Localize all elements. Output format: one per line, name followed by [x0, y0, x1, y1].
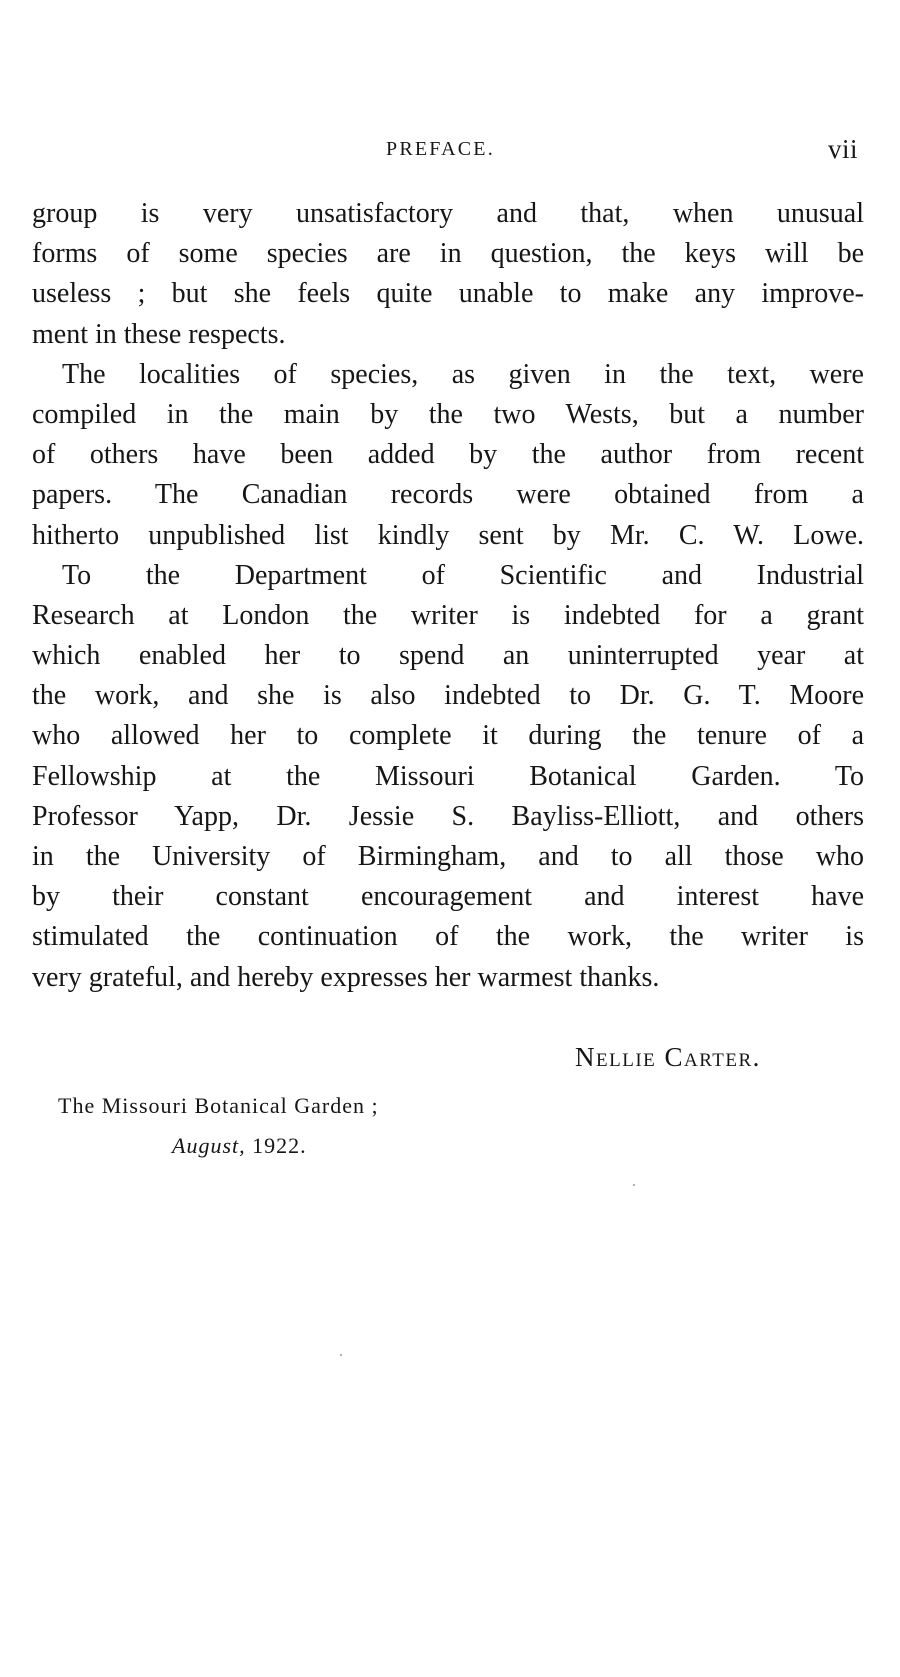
- running-head: [0, 134, 900, 174]
- text-line: group is very unsatisfactory and that, when unusual: [32, 198, 864, 229]
- text-line: who allowed her to complete it during the tenure of a: [32, 720, 864, 752]
- author-signature: Nellie Carter.: [575, 1042, 761, 1072]
- text-line: stimulated the continuation of the work, the writer is: [32, 921, 864, 953]
- text-line: To the Department of Scientific and Industrial: [62, 559, 864, 591]
- text-line: Research at London the writer is indebted for a grant: [32, 599, 864, 631]
- running-title: PREFACE.: [386, 138, 495, 160]
- paper-speck: [340, 1354, 342, 1356]
- text-line: in the University of Birmingham, and to all those who: [32, 841, 864, 872]
- text-line: forms of some species are in question, the keys will be: [32, 238, 864, 270]
- text-line: useless ; but she feels quite unable to make any improve-: [32, 278, 864, 310]
- page-number: vii: [828, 134, 859, 164]
- text-line: hitherto unpublished list kindly sent by Mr. C. W. Lowe.: [32, 519, 864, 551]
- dateline-date: [172, 1133, 307, 1159]
- text-line: ment in these respects.: [32, 318, 286, 350]
- text-line: The localities of species, as given in the text, were: [62, 358, 864, 390]
- dateline-place: The Missouri Botanical Garden ;: [58, 1093, 379, 1118]
- dateline-year: 1922.: [252, 1133, 307, 1158]
- text-line: compiled in the main by the two Wests, but a number: [32, 398, 864, 430]
- text-line: the work, and she is also indebted to Dr. G. T. Moore: [32, 680, 864, 712]
- text-line: Fellowship at the Missouri Botanical Garden. To: [32, 760, 864, 792]
- text-line: of others have been added by the author from recent: [32, 439, 864, 471]
- text-line: by their constant encouragement and interest have: [32, 881, 864, 913]
- paper-speck: [633, 1184, 635, 1186]
- dateline-month: August,: [172, 1133, 246, 1158]
- text-line: very grateful, and hereby expresses her warmest thanks.: [32, 961, 660, 993]
- text-line: which enabled her to spend an uninterrupted year at: [32, 640, 864, 672]
- text-line: papers. The Canadian records were obtained from a: [32, 479, 864, 511]
- text-line: Professor Yapp, Dr. Jessie S. Bayliss-Elliott, and others: [32, 800, 864, 832]
- preface-body: [32, 194, 864, 998]
